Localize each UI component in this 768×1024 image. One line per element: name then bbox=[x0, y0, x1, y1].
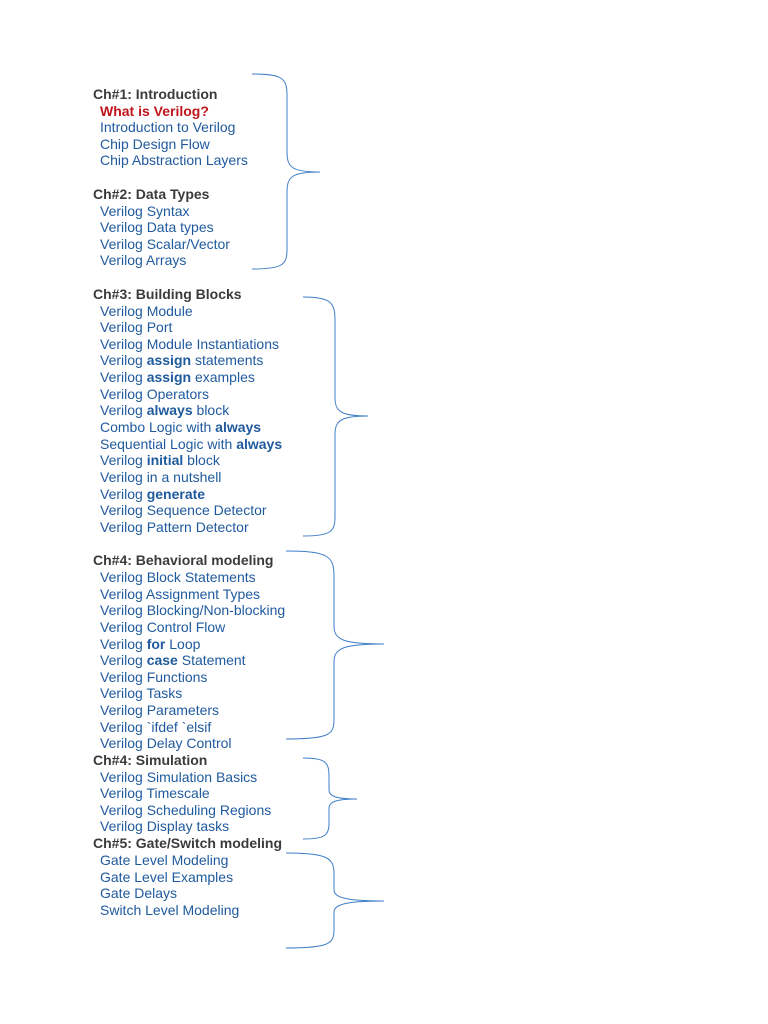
link-text: examples bbox=[191, 369, 255, 385]
toc-link-what-is-verilog[interactable] bbox=[100, 103, 209, 119]
chapter-1-heading: Ch#1: Introduction bbox=[93, 86, 218, 102]
toc-link-verilog-tasks[interactable] bbox=[100, 685, 182, 701]
toc-link-switch-level-modeling[interactable] bbox=[100, 902, 239, 918]
toc-link-verilog-sequence-detector[interactable] bbox=[100, 502, 267, 518]
toc-link-verilog-generate[interactable] bbox=[100, 486, 205, 502]
toc-link-verilog-scheduling-regions[interactable] bbox=[100, 802, 271, 818]
link-text: Verilog Blocking/Non-blocking bbox=[100, 602, 286, 618]
link-text: Chip Abstraction Layers bbox=[100, 152, 248, 168]
toc-link-verilog-operators[interactable] bbox=[100, 386, 209, 402]
keyword-text: always bbox=[146, 402, 193, 418]
link-text: Verilog bbox=[100, 452, 147, 468]
link-text: Verilog Parameters bbox=[100, 702, 220, 718]
link-text: Verilog Data types bbox=[100, 219, 214, 235]
toc-link-verilog-data-types[interactable] bbox=[100, 219, 214, 235]
link-text: Verilog Assignment Types bbox=[100, 586, 261, 602]
link-text: statements bbox=[191, 352, 264, 368]
link-text: Verilog bbox=[100, 636, 147, 652]
toc-link-verilog-control-flow[interactable] bbox=[100, 619, 225, 635]
link-text: Verilog Module bbox=[100, 303, 193, 319]
keyword-text: initial bbox=[146, 452, 184, 468]
keyword-text: assign bbox=[146, 352, 192, 368]
link-text: Chip Design Flow bbox=[100, 136, 210, 152]
toc-link-chip-design-flow[interactable] bbox=[100, 136, 210, 152]
toc-link-verilog-always-block[interactable] bbox=[100, 402, 229, 418]
link-text: Verilog Control Flow bbox=[100, 619, 226, 635]
toc-link-verilog-assign-statements[interactable] bbox=[100, 352, 263, 368]
link-text: Verilog bbox=[100, 369, 147, 385]
link-text: Verilog Syntax bbox=[100, 203, 190, 219]
chapter-simulation-heading: Ch#4: Simulation bbox=[93, 752, 208, 768]
toc-link-verilog-arrays[interactable] bbox=[100, 252, 186, 268]
keyword-text: for bbox=[146, 636, 166, 652]
brace-icon bbox=[286, 551, 384, 739]
toc-link-verilog-initial-block[interactable] bbox=[100, 452, 220, 468]
link-text: Verilog Scalar/Vector bbox=[100, 236, 230, 252]
toc-link-verilog-case-statement[interactable] bbox=[100, 652, 246, 668]
link-text: Verilog Functions bbox=[100, 669, 208, 685]
toc-link-gate-level-examples[interactable] bbox=[100, 869, 233, 885]
link-text: Verilog Operators bbox=[100, 386, 209, 402]
toc-link-verilog-display-tasks[interactable] bbox=[100, 818, 229, 834]
link-text: block bbox=[192, 402, 230, 418]
toc-link-verilog-port[interactable] bbox=[100, 319, 172, 335]
toc-link-verilog-assign-examples[interactable] bbox=[100, 369, 255, 385]
keyword-text: always bbox=[236, 436, 283, 452]
toc-link-verilog-syntax[interactable] bbox=[100, 203, 190, 219]
chapter-3-heading: Ch#3: Building Blocks bbox=[93, 286, 242, 302]
toc-link-introduction-to-verilog[interactable] bbox=[100, 119, 235, 135]
toc-link-verilog-block-statements[interactable] bbox=[100, 569, 256, 585]
brace-icon bbox=[252, 74, 320, 269]
link-text: Introduction to Verilog bbox=[100, 119, 236, 135]
link-text: Verilog in a nutshell bbox=[100, 469, 222, 485]
toc-link-verilog-pattern-detector[interactable] bbox=[100, 519, 249, 535]
toc-link-sequential-logic-with-always[interactable] bbox=[100, 436, 282, 452]
link-text: Verilog bbox=[100, 402, 147, 418]
link-text: Verilog bbox=[100, 486, 147, 502]
link-text: block bbox=[183, 452, 220, 468]
toc-link-chip-abstraction-layers[interactable] bbox=[100, 152, 248, 168]
link-text: Gate Delays bbox=[100, 885, 178, 901]
keyword-text: case bbox=[146, 652, 178, 668]
toc-link-verilog-parameters[interactable] bbox=[100, 702, 219, 718]
toc-link-gate-level-modeling[interactable] bbox=[100, 852, 228, 868]
toc-link-verilog-blocking-non-blocking[interactable] bbox=[100, 602, 285, 618]
link-text: Switch Level Modeling bbox=[100, 902, 240, 918]
link-text: What is Verilog? bbox=[100, 103, 209, 119]
link-text: Verilog Display tasks bbox=[100, 818, 230, 834]
link-text: Gate Level Examples bbox=[100, 869, 234, 885]
toc-link-verilog-delay-control[interactable] bbox=[100, 735, 232, 751]
keyword-text: generate bbox=[146, 486, 206, 502]
brace-icon bbox=[303, 297, 368, 536]
chapter-5-heading: Ch#5: Gate/Switch modeling bbox=[93, 835, 283, 851]
chapter-4-heading: Ch#4: Behavioral modeling bbox=[93, 552, 274, 568]
toc-link-verilog-timescale[interactable] bbox=[100, 785, 210, 801]
toc-link-verilog-in-a-nutshell[interactable] bbox=[100, 469, 221, 485]
chapter-2-heading: Ch#2: Data Types bbox=[93, 186, 210, 202]
link-text: Verilog `ifdef `elsif bbox=[100, 719, 212, 735]
brace-icon bbox=[303, 758, 357, 839]
link-text: Gate Level Modeling bbox=[100, 852, 229, 868]
link-text: Statement bbox=[177, 652, 246, 668]
toc-link-verilog-simulation-basics[interactable] bbox=[100, 769, 257, 785]
link-text: Verilog Tasks bbox=[100, 685, 183, 701]
toc-link-verilog-scalar-vector[interactable] bbox=[100, 236, 230, 252]
toc-link-verilog-module[interactable] bbox=[100, 303, 193, 319]
link-text: Verilog Pattern Detector bbox=[100, 519, 249, 535]
link-text: Verilog Delay Control bbox=[100, 735, 232, 751]
link-text: Verilog bbox=[100, 352, 147, 368]
toc-link-combo-logic-with-always[interactable] bbox=[100, 419, 261, 435]
link-text: Verilog Sequence Detector bbox=[100, 502, 267, 518]
keyword-text: always bbox=[215, 419, 262, 435]
link-text: Verilog Block Statements bbox=[100, 569, 256, 585]
link-text: Combo Logic with bbox=[100, 419, 216, 435]
brace-icon bbox=[286, 853, 384, 948]
link-text: Verilog bbox=[100, 652, 147, 668]
toc-link-verilog-functions[interactable] bbox=[100, 669, 207, 685]
link-text: Verilog Port bbox=[100, 319, 173, 335]
toc-link-verilog-module-instantiations[interactable] bbox=[100, 336, 279, 352]
link-text: Verilog Simulation Basics bbox=[100, 769, 258, 785]
link-text: Sequential Logic with bbox=[100, 436, 237, 452]
toc-link-gate-delays[interactable] bbox=[100, 885, 177, 901]
link-text: Loop bbox=[165, 636, 201, 652]
link-text: Verilog Timescale bbox=[100, 785, 210, 801]
link-text: Verilog Arrays bbox=[100, 252, 187, 268]
link-text: Verilog Module Instantiations bbox=[100, 336, 279, 352]
keyword-text: assign bbox=[146, 369, 192, 385]
toc-link-verilog-for-loop[interactable] bbox=[100, 636, 200, 652]
toc-link-verilog-assignment-types[interactable] bbox=[100, 586, 260, 602]
link-text: Verilog Scheduling Regions bbox=[100, 802, 272, 818]
toc-link-verilog-ifdef-elsif[interactable] bbox=[100, 719, 211, 735]
